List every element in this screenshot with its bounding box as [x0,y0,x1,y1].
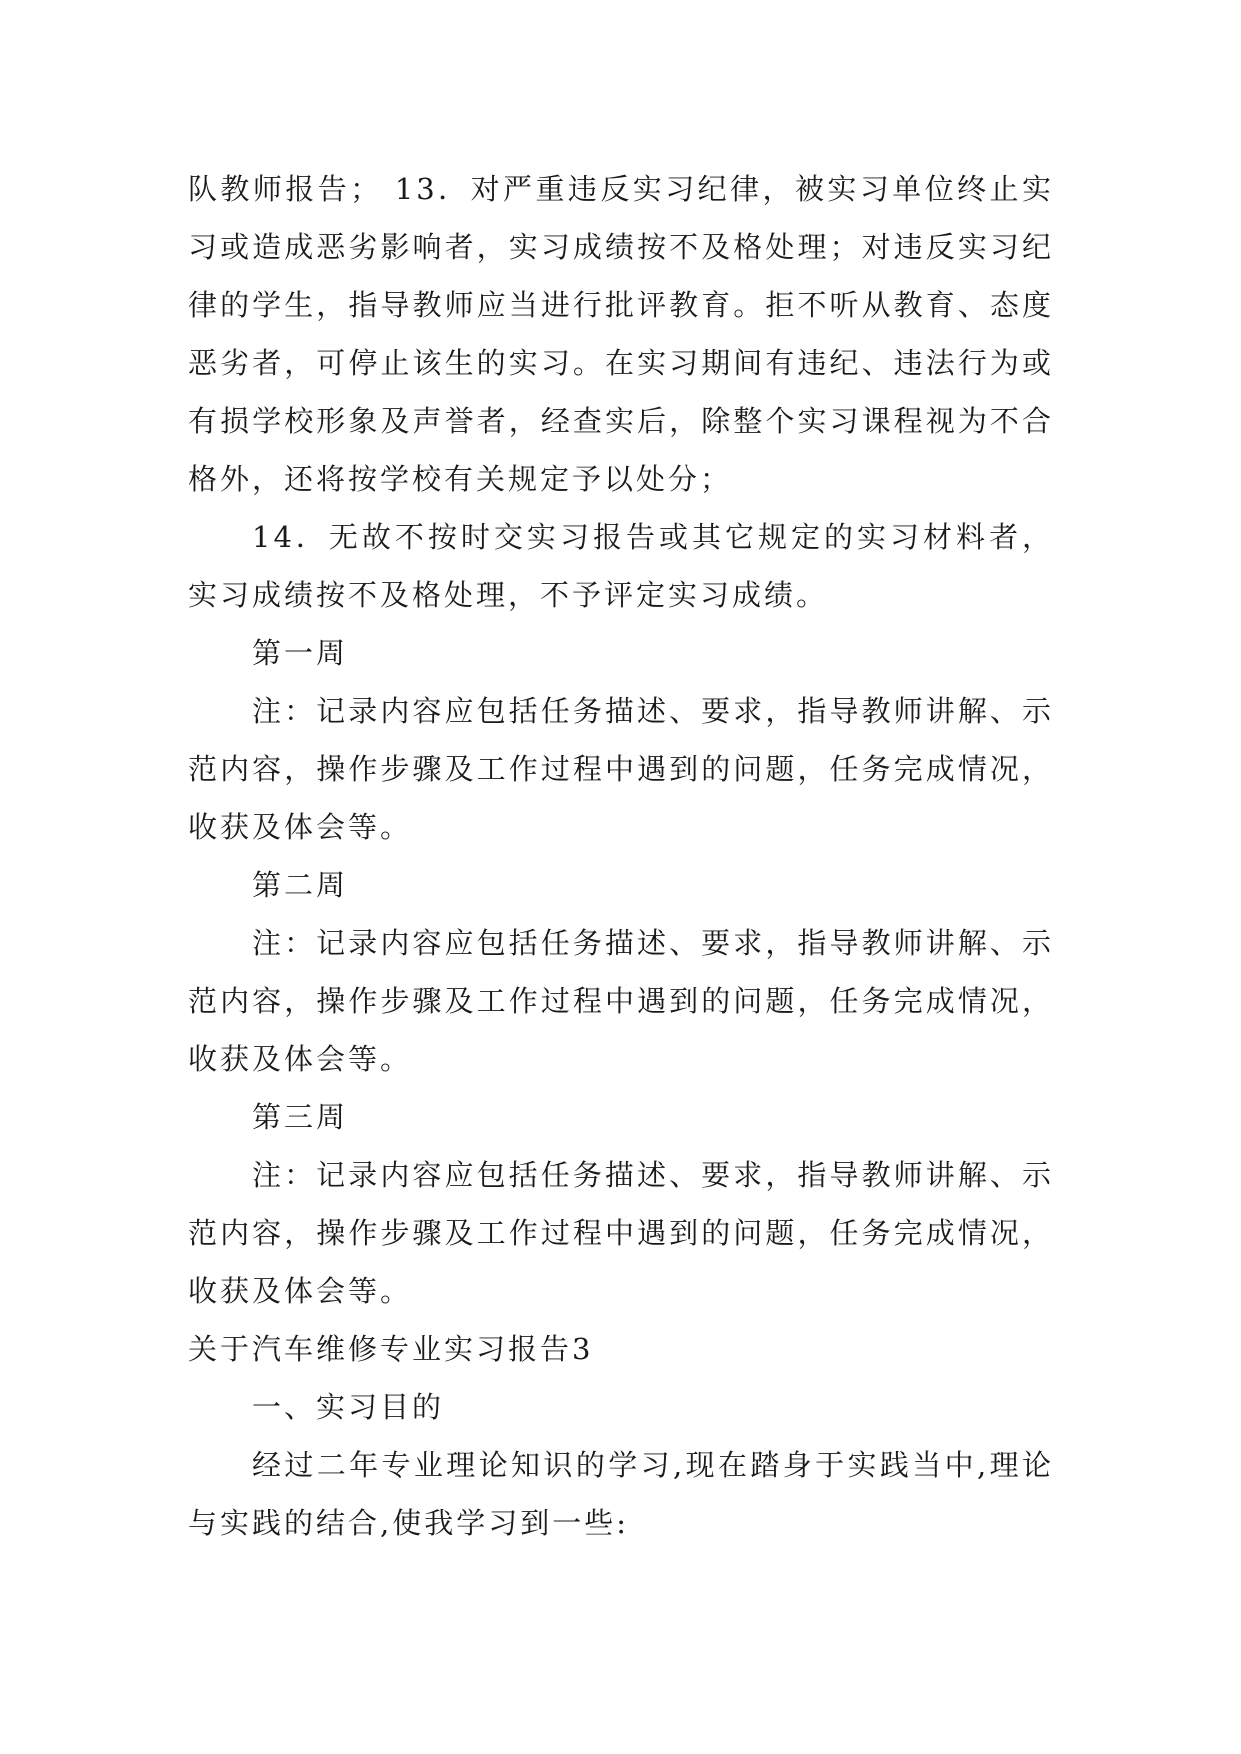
week-2-note: 注：记录内容应包括任务描述、要求，指导教师讲解、示范内容，操作步骤及工作过程中遇到的问题，任务完成情况，收获及体会等。 [188,926,1054,1076]
paragraph-purpose-intro: 经过二年专业理论知识的学习,现在踏身于实践当中,理论与实践的结合,使我学习到一些: [188,1448,1054,1540]
report-3-title: 关于汽车维修专业实习报告3 [188,1332,594,1366]
paragraph-discipline-rules: 队教师报告； 13．对严重违反实习纪律，被实习单位终止实习或造成恶劣影响者，实习成绩按不及格处理；对违反实习纪律的学生，指导教师应当进行批评教育。拒不听从教育、态度恶劣者，可停止该生的实习。在实习期间有违纪、违法行为或有损学校形象及声誉者，经查实后，除整个实习课程视为不合格外，还将按学校有关规定予以处分； [188,172,1054,496]
document-body [188,160,1054,1552]
section-purpose-heading: 一、实习目的 [252,1390,445,1424]
week-1-heading: 第一周 [252,636,349,670]
paragraph-rule-14: 14．无故不按时交实习报告或其它规定的实习材料者，实习成绩按不及格处理，不予评定实习成绩。 [188,520,1054,612]
week-1-note: 注：记录内容应包括任务描述、要求，指导教师讲解、示范内容，操作步骤及工作过程中遇到的问题，任务完成情况，收获及体会等。 [188,694,1054,844]
week-3-note: 注：记录内容应包括任务描述、要求，指导教师讲解、示范内容，操作步骤及工作过程中遇到的问题，任务完成情况，收获及体会等。 [188,1158,1054,1308]
week-2-heading: 第二周 [252,868,349,902]
week-3-heading: 第三周 [252,1100,349,1134]
